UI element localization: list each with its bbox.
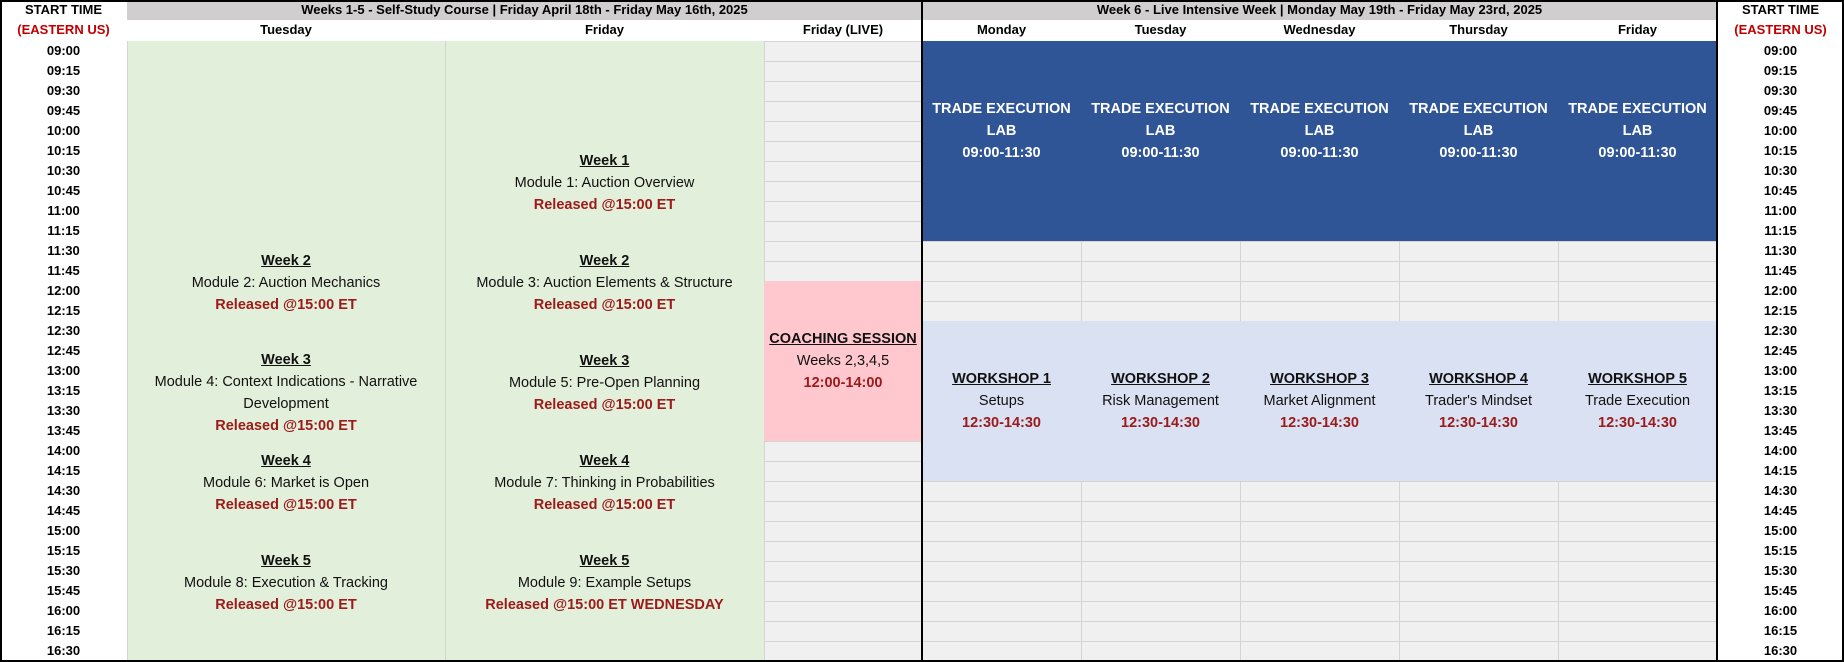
module-title: Module 1: Auction Overview bbox=[514, 175, 695, 191]
tuesday-module-block bbox=[127, 539, 445, 627]
time-label-right: 09:45 bbox=[1717, 101, 1844, 121]
workshop-time: 12:30-14:30 bbox=[1280, 415, 1359, 431]
time-label-left: 10:45 bbox=[0, 181, 127, 201]
release-note: Released @15:00 ET bbox=[215, 297, 357, 313]
module-title: Module 5: Pre-Open Planning bbox=[508, 375, 701, 391]
time-label-left: 09:45 bbox=[0, 101, 127, 121]
time-label-right: 14:15 bbox=[1717, 461, 1844, 481]
tuesday-module-block bbox=[127, 439, 445, 527]
lab-time: 09:00-11:30 bbox=[1598, 145, 1677, 161]
workshop-topic: Trade Execution bbox=[1584, 393, 1691, 409]
eastern-us-label-left: (EASTERN US) bbox=[0, 20, 127, 41]
time-label-left: 09:30 bbox=[0, 81, 127, 101]
time-label-right: 12:30 bbox=[1717, 321, 1844, 341]
workshop-title: WORKSHOP 5 bbox=[1588, 371, 1687, 387]
coaching-title: COACHING SESSION bbox=[769, 331, 917, 347]
release-note: Released @15:00 ET bbox=[215, 418, 357, 434]
time-label-right: 11:30 bbox=[1717, 241, 1844, 261]
trade-execution-lab-block bbox=[1081, 41, 1240, 241]
row-divider bbox=[764, 521, 1844, 522]
workshop-block bbox=[1558, 321, 1717, 481]
friday-module-block bbox=[445, 139, 764, 227]
row-divider bbox=[764, 581, 1844, 582]
time-label-left: 09:15 bbox=[0, 61, 127, 81]
time-label-left: 10:30 bbox=[0, 161, 127, 181]
row-divider bbox=[764, 561, 1844, 562]
lab-title-line2: LAB bbox=[1463, 123, 1494, 139]
time-label-right: 10:45 bbox=[1717, 181, 1844, 201]
coaching-time: 12:00-14:00 bbox=[803, 375, 883, 391]
time-label-right: 12:00 bbox=[1717, 281, 1844, 301]
time-label-right: 15:30 bbox=[1717, 561, 1844, 581]
time-label-right: 16:00 bbox=[1717, 601, 1844, 621]
lab-title-line2: LAB bbox=[986, 123, 1017, 139]
row-divider bbox=[764, 501, 1844, 502]
time-label-right: 12:15 bbox=[1717, 301, 1844, 321]
module-title: Module 7: Thinking in Probabilities bbox=[494, 475, 715, 491]
time-label-right: 14:00 bbox=[1717, 441, 1844, 461]
workshop-block bbox=[922, 321, 1081, 481]
time-label-left: 12:45 bbox=[0, 341, 127, 361]
time-label-right: 10:30 bbox=[1717, 161, 1844, 181]
time-label-right: 13:00 bbox=[1717, 361, 1844, 381]
workshop-topic: Market Alignment bbox=[1263, 393, 1376, 409]
time-label-left: 12:15 bbox=[0, 301, 127, 321]
workshop-title: WORKSHOP 4 bbox=[1429, 371, 1528, 387]
start-time-header-left: START TIME bbox=[0, 0, 127, 20]
week-label: Week 2 bbox=[579, 253, 630, 269]
time-label-left: 16:00 bbox=[0, 601, 127, 621]
coaching-weeks: Weeks 2,3,4,5 bbox=[796, 353, 890, 369]
row-divider bbox=[764, 261, 1844, 262]
time-label-left: 16:30 bbox=[0, 641, 127, 661]
time-label-left: 11:00 bbox=[0, 201, 127, 221]
time-label-right: 11:45 bbox=[1717, 261, 1844, 281]
workshop-time: 12:30-14:30 bbox=[1439, 415, 1518, 431]
week-label: Week 3 bbox=[579, 353, 630, 369]
friday-module-block bbox=[445, 439, 764, 527]
time-label-left: 13:45 bbox=[0, 421, 127, 441]
row-divider bbox=[764, 301, 1844, 302]
workshop-block bbox=[1081, 321, 1240, 481]
time-label-left: 12:00 bbox=[0, 281, 127, 301]
time-label-left: 16:15 bbox=[0, 621, 127, 641]
time-label-left: 14:15 bbox=[0, 461, 127, 481]
lab-title-line1: TRADE EXECUTION bbox=[1568, 101, 1707, 117]
row-divider bbox=[764, 541, 1844, 542]
workshop-title: WORKSHOP 3 bbox=[1270, 371, 1369, 387]
lab-title-line1: TRADE EXECUTION bbox=[1250, 101, 1389, 117]
time-label-left: 15:30 bbox=[0, 561, 127, 581]
time-label-right: 09:15 bbox=[1717, 61, 1844, 81]
workshop-block bbox=[1240, 321, 1399, 481]
time-label-left: 15:15 bbox=[0, 541, 127, 561]
section-divider bbox=[1716, 0, 1718, 662]
time-label-left: 13:30 bbox=[0, 401, 127, 421]
workshop-title: WORKSHOP 2 bbox=[1111, 371, 1210, 387]
lab-title-line1: TRADE EXECUTION bbox=[932, 101, 1071, 117]
time-label-left: 15:00 bbox=[0, 521, 127, 541]
time-label-left: 11:15 bbox=[0, 221, 127, 241]
week-label: Week 3 bbox=[261, 352, 311, 368]
time-label-left: 11:45 bbox=[0, 261, 127, 281]
release-note: Released @15:00 ET WEDNESDAY bbox=[485, 597, 724, 613]
friday-module-block bbox=[445, 339, 764, 427]
week-label: Week 1 bbox=[579, 153, 630, 169]
week-label: Week 4 bbox=[579, 453, 630, 469]
trade-execution-lab-block bbox=[1240, 41, 1399, 241]
start-time-header-right: START TIME bbox=[1717, 0, 1844, 20]
trade-execution-lab-block bbox=[922, 41, 1081, 241]
module-title: Module 3: Auction Elements & Structure bbox=[476, 275, 733, 291]
lab-time: 09:00-11:30 bbox=[962, 145, 1041, 161]
trade-execution-lab-block bbox=[1558, 41, 1717, 241]
day-header-tuesday: Tuesday bbox=[127, 20, 445, 41]
time-label-right: 09:30 bbox=[1717, 81, 1844, 101]
lab-title-line1: TRADE EXECUTION bbox=[1409, 101, 1548, 117]
module-title: Module 4: Context Indications - Narrative Development bbox=[154, 374, 418, 412]
time-label-right: 10:00 bbox=[1717, 121, 1844, 141]
day-header-thursday: Thursday bbox=[1399, 20, 1558, 41]
time-label-left: 10:15 bbox=[0, 141, 127, 161]
time-label-right: 13:15 bbox=[1717, 381, 1844, 401]
workshop-topic: Risk Management bbox=[1102, 393, 1219, 409]
selfstudy-title: Weeks 1-5 - Self-Study Course | Friday April 18th - Friday May 16th, 2025 bbox=[127, 0, 922, 20]
tuesday-module-block bbox=[127, 339, 445, 447]
tuesday-module-block bbox=[127, 239, 445, 327]
time-label-right: 14:30 bbox=[1717, 481, 1844, 501]
module-title: Module 8: Execution & Tracking bbox=[184, 575, 388, 591]
row-divider bbox=[764, 481, 1844, 482]
week-label: Week 5 bbox=[261, 553, 311, 569]
time-label-left: 10:00 bbox=[0, 121, 127, 141]
time-label-right: 13:30 bbox=[1717, 401, 1844, 421]
time-label-left: 09:00 bbox=[0, 41, 127, 61]
day-header-tuesday: Tuesday bbox=[1081, 20, 1240, 41]
week-label: Week 2 bbox=[261, 253, 311, 269]
trade-execution-lab-block bbox=[1399, 41, 1558, 241]
time-label-left: 14:45 bbox=[0, 501, 127, 521]
lab-title-line1: TRADE EXECUTION bbox=[1091, 101, 1230, 117]
time-label-left: 13:15 bbox=[0, 381, 127, 401]
coaching-session-block bbox=[764, 281, 922, 441]
release-note: Released @15:00 ET bbox=[533, 497, 676, 513]
row-divider bbox=[764, 621, 1844, 622]
lab-time: 09:00-11:30 bbox=[1439, 145, 1518, 161]
row-divider bbox=[764, 641, 1844, 642]
row-divider bbox=[764, 601, 1844, 602]
time-label-right: 15:15 bbox=[1717, 541, 1844, 561]
time-label-right: 10:15 bbox=[1717, 141, 1844, 161]
workshop-topic: Setups bbox=[978, 393, 1025, 409]
module-title: Module 2: Auction Mechanics bbox=[191, 275, 381, 291]
time-label-right: 16:30 bbox=[1717, 641, 1844, 661]
workshop-time: 12:30-14:30 bbox=[1121, 415, 1200, 431]
time-label-right: 15:00 bbox=[1717, 521, 1844, 541]
time-label-right: 16:15 bbox=[1717, 621, 1844, 641]
release-note: Released @15:00 ET bbox=[533, 297, 676, 313]
time-label-right: 09:00 bbox=[1717, 41, 1844, 61]
week-label: Week 5 bbox=[579, 553, 630, 569]
release-note: Released @15:00 ET bbox=[215, 597, 357, 613]
workshop-topic: Trader's Mindset bbox=[1425, 393, 1532, 409]
week-label: Week 4 bbox=[261, 453, 311, 469]
time-label-right: 14:45 bbox=[1717, 501, 1844, 521]
day-header-friday: Friday bbox=[445, 20, 764, 41]
time-label-left: 11:30 bbox=[0, 241, 127, 261]
time-label-right: 12:45 bbox=[1717, 341, 1844, 361]
day-header-friday: Friday bbox=[1558, 20, 1717, 41]
time-label-left: 14:00 bbox=[0, 441, 127, 461]
time-label-left: 14:30 bbox=[0, 481, 127, 501]
workshop-time: 12:30-14:30 bbox=[962, 415, 1041, 431]
lab-title-line2: LAB bbox=[1622, 123, 1653, 139]
time-label-right: 11:00 bbox=[1717, 201, 1844, 221]
time-label-right: 13:45 bbox=[1717, 421, 1844, 441]
live-week-title: Week 6 - Live Intensive Week | Monday May 19th - Friday May 23rd, 2025 bbox=[922, 0, 1717, 20]
day-header-friday-live: Friday (LIVE) bbox=[764, 20, 922, 41]
day-header-monday: Monday bbox=[922, 20, 1081, 41]
lab-time: 09:00-11:30 bbox=[1121, 145, 1200, 161]
release-note: Released @15:00 ET bbox=[533, 197, 676, 213]
time-label-left: 13:00 bbox=[0, 361, 127, 381]
row-divider bbox=[764, 241, 1844, 242]
lab-title-line2: LAB bbox=[1145, 123, 1176, 139]
workshop-title: WORKSHOP 1 bbox=[952, 371, 1051, 387]
module-title: Module 6: Market is Open bbox=[202, 475, 370, 491]
time-label-left: 12:30 bbox=[0, 321, 127, 341]
time-label-right: 15:45 bbox=[1717, 581, 1844, 601]
eastern-us-label-right: (EASTERN US) bbox=[1717, 20, 1844, 41]
workshop-block bbox=[1399, 321, 1558, 481]
friday-module-block bbox=[445, 239, 764, 327]
time-label-right: 11:15 bbox=[1717, 221, 1844, 241]
workshop-time: 12:30-14:30 bbox=[1598, 415, 1677, 431]
release-note: Released @15:00 ET bbox=[533, 397, 676, 413]
row-divider bbox=[764, 281, 1844, 282]
lab-time: 09:00-11:30 bbox=[1280, 145, 1359, 161]
time-label-left: 15:45 bbox=[0, 581, 127, 601]
section-divider bbox=[921, 0, 923, 662]
module-title: Module 9: Example Setups bbox=[517, 575, 692, 591]
day-header-wednesday: Wednesday bbox=[1240, 20, 1399, 41]
release-note: Released @15:00 ET bbox=[215, 497, 357, 513]
friday-module-block bbox=[445, 539, 764, 627]
lab-title-line2: LAB bbox=[1304, 123, 1335, 139]
